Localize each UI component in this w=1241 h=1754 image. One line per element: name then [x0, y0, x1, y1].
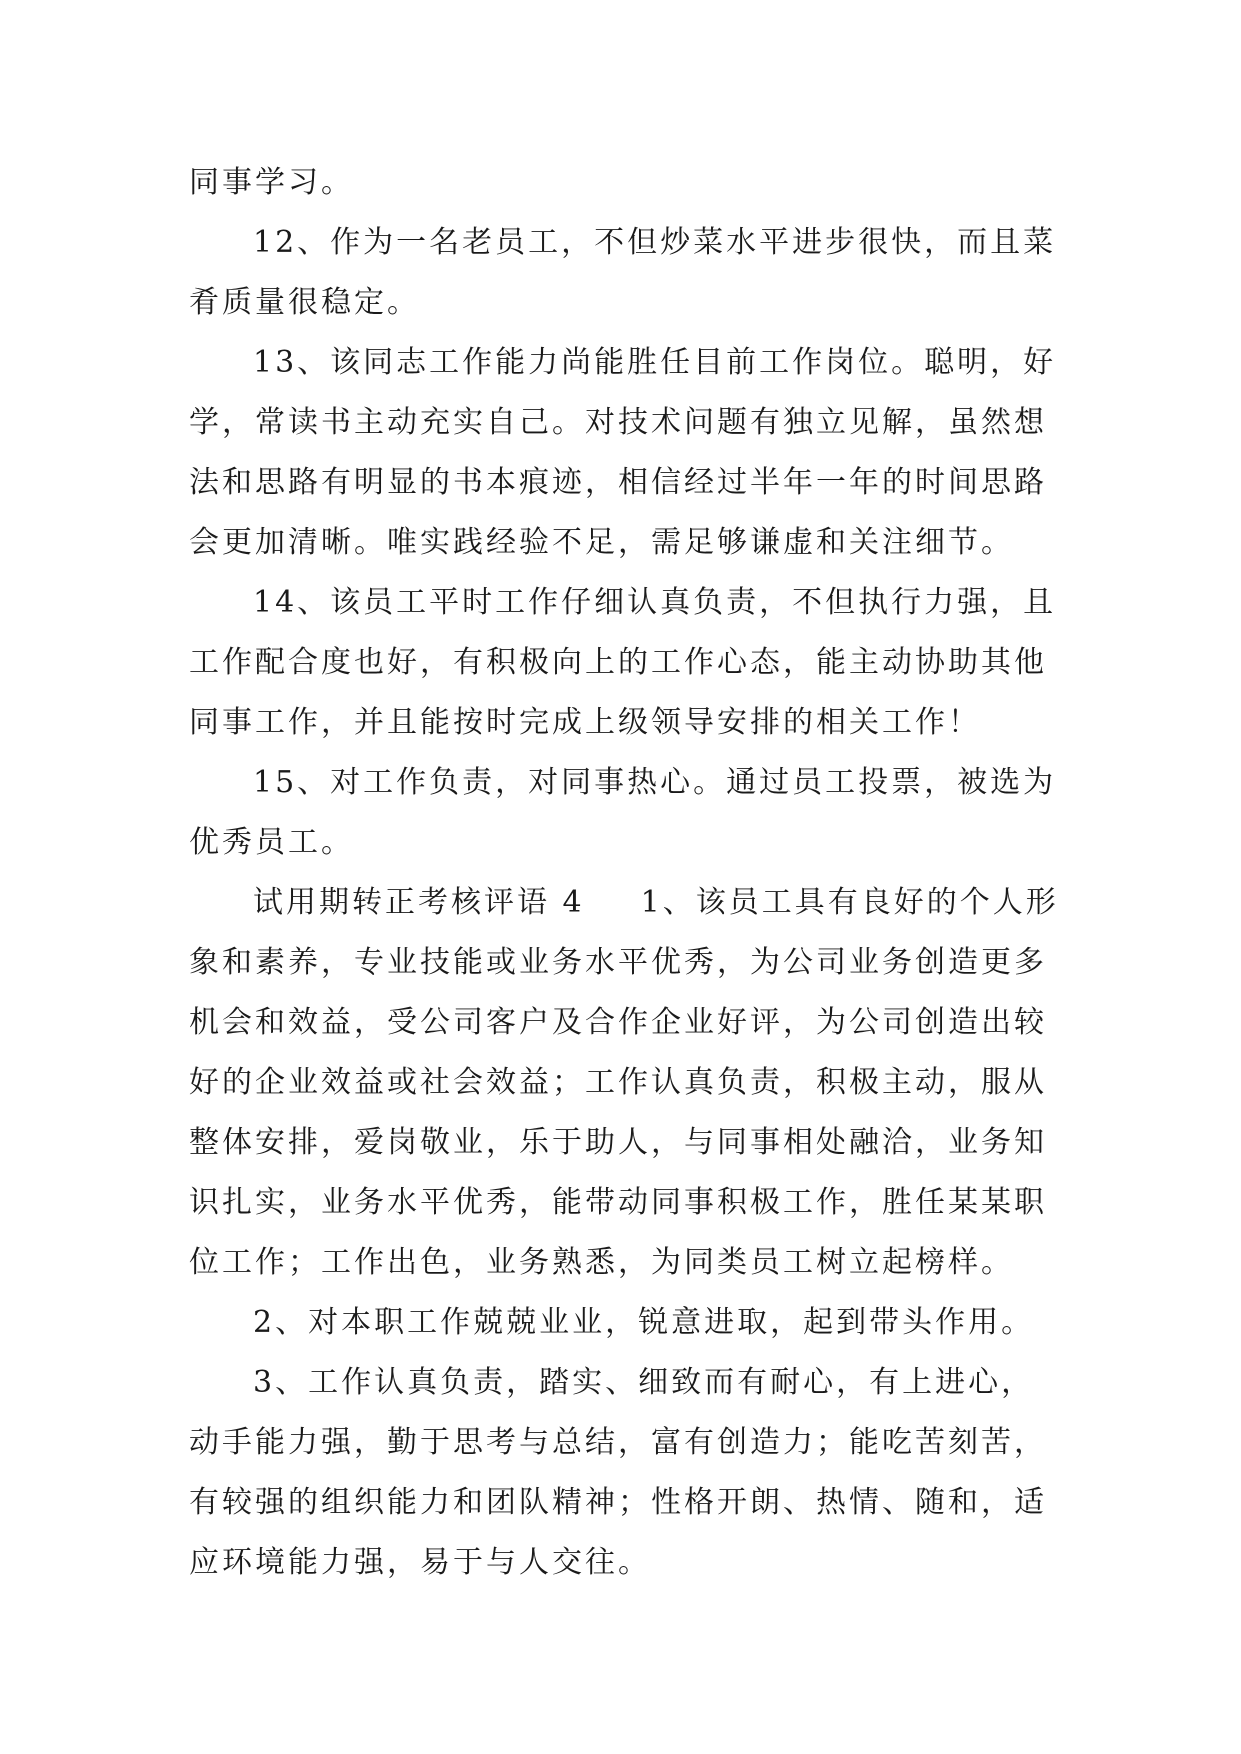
- section-heading-line: [189, 873, 1069, 933]
- text-line: 好的企业效益或社会效益；工作认真负责，积极主动，服从: [189, 1065, 1047, 1100]
- text-line: 有较强的组织能力和团队精神；性格开朗、热情、随和，适: [189, 1485, 1047, 1520]
- text-line: 象和素养，专业技能或业务水平优秀，为公司业务创造更多: [189, 945, 1047, 980]
- text-line: 机会和效益，受公司客户及合作企业好评，为公司创造出较: [189, 1005, 1047, 1040]
- text-line: 识扎实，业务水平优秀，能带动同事积极工作，胜任某某职: [189, 1185, 1047, 1220]
- text-line: 法和思路有明显的书本痕迹，相信经过半年一年的时间思路: [189, 465, 1047, 500]
- text-line: 同事学习。: [189, 165, 354, 200]
- text-line: 14、该员工平时工作仔细认真负责，不但执行力强，且: [253, 585, 1057, 620]
- text-line: 肴质量很稳定。: [189, 285, 420, 320]
- text-line: 15、对工作负责，对同事热心。通过员工投票，被选为: [253, 765, 1057, 800]
- text-line: 同事工作，并且能按时完成上级领导安排的相关工作！: [189, 705, 981, 740]
- text-line: 工作配合度也好，有积极向上的工作心态，能主动协助其他: [189, 645, 1047, 680]
- text-line: 13、该同志工作能力尚能胜任目前工作岗位。聪明，好: [253, 345, 1057, 380]
- text-line: 2、对本职工作兢兢业业，锐意进取，起到带头作用。: [253, 1305, 1035, 1340]
- text-line: 位工作；工作出色，业务熟悉，为同类员工树立起榜样。: [189, 1245, 1014, 1280]
- text-line: 动手能力强，勤于思考与总结，富有创造力；能吃苦刻苦，: [189, 1425, 1047, 1460]
- text-line: 应环境能力强，易于与人交往。: [189, 1545, 651, 1580]
- text-line: 优秀员工。: [189, 825, 354, 860]
- document-body: [189, 153, 1069, 1593]
- text-line: 学，常读书主动充实自己。对技术问题有独立见解，虽然想: [189, 405, 1047, 440]
- section-heading: 试用期转正考核评语 4: [253, 885, 585, 920]
- text-line: 会更加清晰。唯实践经验不足，需足够谦虚和关注细节。: [189, 525, 1014, 560]
- text-line: 3、工作认真负责，踏实、细致而有耐心，有上进心，: [253, 1365, 1035, 1400]
- text-line: 12、作为一名老员工，不但炒菜水平进步很快，而且菜: [253, 225, 1057, 260]
- text-line: 整体安排，爱岗敬业，乐于助人，与同事相处融洽，业务知: [189, 1125, 1047, 1160]
- text-line: 1、该员工具有良好的个人形: [640, 885, 1059, 920]
